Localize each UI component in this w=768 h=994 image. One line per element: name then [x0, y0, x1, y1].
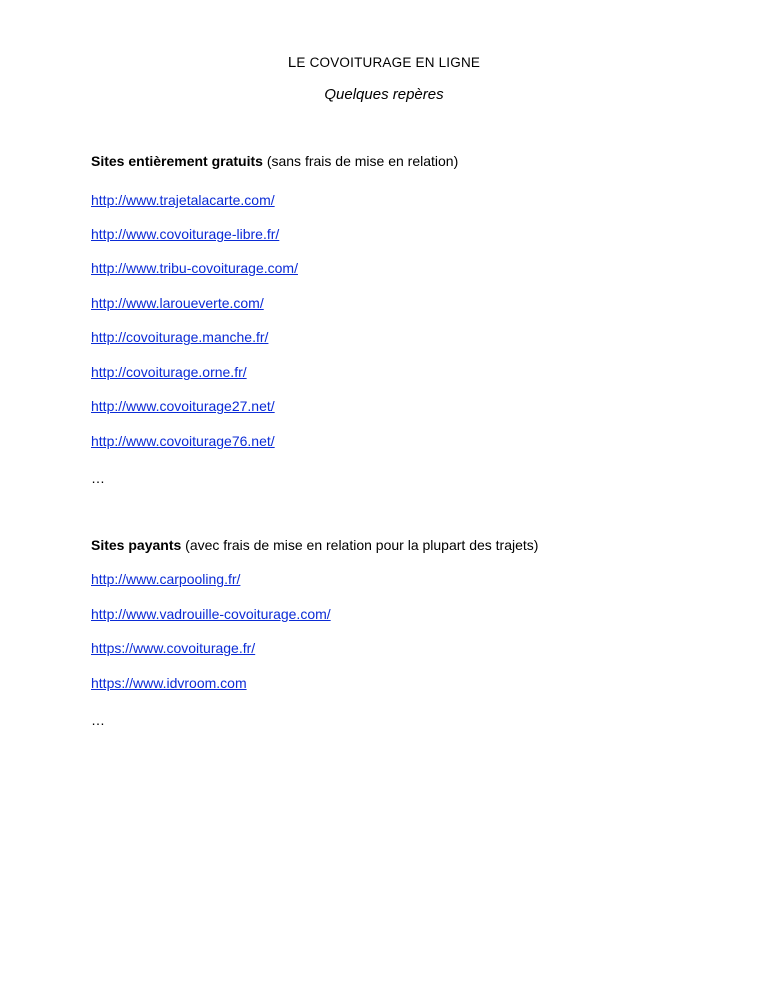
link-free-5[interactable]: http://covoiturage.orne.fr/ [91, 364, 247, 380]
free-sites-ellipsis: … [91, 470, 105, 486]
document-title [0, 54, 768, 71]
link-free-7[interactable]: http://www.covoiturage76.net/ [91, 433, 275, 449]
title-text: E COVOITURAGE EN LIGNE [296, 55, 481, 70]
free-sites-heading-bold: Sites entièrement gratuits [91, 153, 263, 169]
link-paid-0[interactable]: http://www.carpooling.fr/ [91, 571, 241, 587]
link-free-0[interactable]: http://www.trajetalacarte.com/ [91, 192, 275, 208]
free-sites-heading [91, 153, 458, 170]
free-sites-heading-note: (sans frais de mise en relation) [262, 153, 459, 169]
link-paid-3[interactable]: https://www.idvroom.com [91, 675, 247, 691]
link-free-6[interactable]: http://www.covoiturage27.net/ [91, 398, 275, 414]
paid-sites-ellipsis: … [91, 712, 105, 728]
document-subtitle: Quelques repères [324, 86, 444, 103]
link-free-4[interactable]: http://covoiturage.manche.fr/ [91, 329, 269, 345]
link-paid-2[interactable]: https://www.covoiturage.fr/ [91, 640, 256, 656]
title-initial: L [287, 54, 297, 71]
link-free-2[interactable]: http://www.tribu-covoiturage.com/ [91, 260, 298, 276]
paid-sites-heading-bold: Sites payants [91, 537, 182, 553]
paid-sites-heading-note: (avec frais de mise en relation pour la plupart des trajets) [181, 537, 539, 553]
paid-sites-heading [91, 537, 538, 554]
link-free-3[interactable]: http://www.laroueverte.com/ [91, 295, 264, 311]
link-free-1[interactable]: http://www.covoiturage-libre.fr/ [91, 226, 280, 242]
link-paid-1[interactable]: http://www.vadrouille-covoiturage.com/ [91, 606, 331, 622]
